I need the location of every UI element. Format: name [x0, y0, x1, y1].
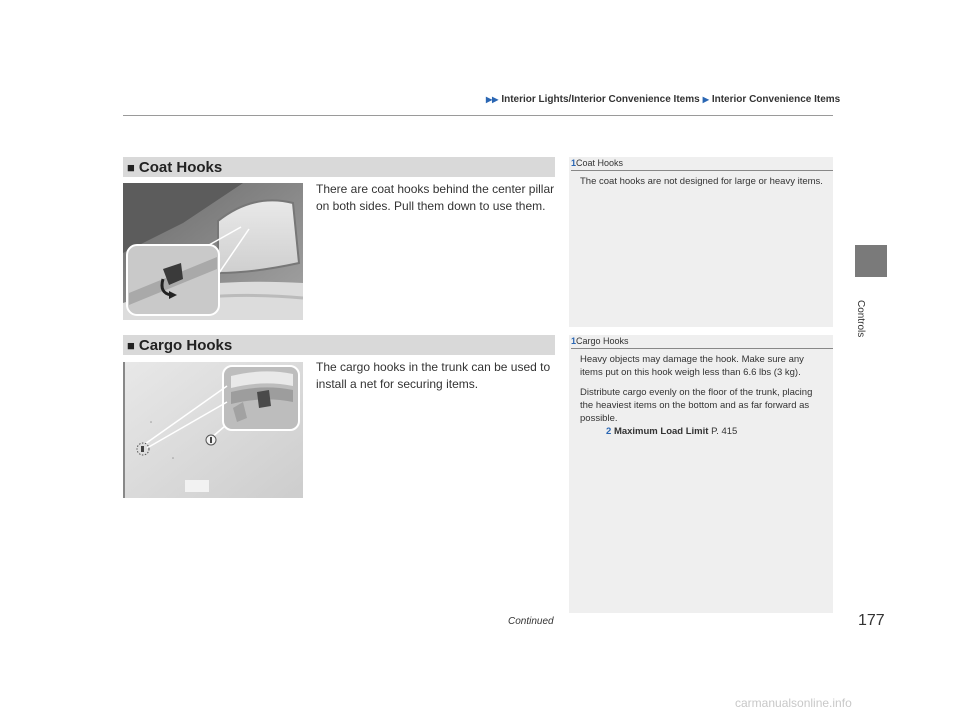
- coat-hooks-note-header: [571, 158, 833, 171]
- chapter-tab-label: Controls: [855, 300, 866, 338]
- coat-hooks-note-body: [580, 175, 828, 195]
- section-title: Cargo Hooks: [138, 336, 233, 354]
- breadcrumb-item-1[interactable]: Interior Lights/Interior Convenience Items: [501, 94, 700, 105]
- note-number: 1: [571, 158, 577, 168]
- breadcrumb-arrow-icon: ▶: [702, 95, 709, 104]
- section-heading-coat-hooks: [123, 157, 555, 177]
- heading-marker-icon: ■: [127, 337, 135, 353]
- reference-page: P. 415: [711, 426, 738, 437]
- note-paragraph: Distribute cargo evenly on the floor of the trunk, placing the heaviest items on the bottom and as far forward as possible.: [580, 387, 813, 424]
- breadcrumb-arrow-icon: ▶▶: [486, 95, 499, 104]
- cargo-hooks-body: The cargo hooks in the trunk can be used to install a net for securing items.: [316, 360, 551, 391]
- note-number: 1: [571, 336, 577, 346]
- note-paragraph: The coat hooks are not designed for large or heavy items.: [580, 176, 823, 187]
- chapter-tab: [855, 245, 887, 277]
- reference-label: Maximum Load Limit: [613, 426, 709, 437]
- cargo-hooks-note-body: [580, 353, 828, 438]
- breadcrumb: [486, 94, 840, 105]
- page-number: 177: [858, 612, 885, 629]
- section-heading-cargo-hooks: [123, 335, 555, 355]
- continued-label: Continued: [508, 616, 554, 627]
- note-paragraph: Heavy objects may damage the hook. Make sure any items put on this hook weigh less than 6.6 lbs (3 kg).: [580, 354, 804, 378]
- watermark: carmanualsonline.info: [735, 696, 852, 710]
- reference-arrow-icon: 2: [606, 426, 612, 437]
- breadcrumb-item-2[interactable]: Interior Convenience Items: [711, 94, 841, 105]
- header-divider: [123, 115, 833, 116]
- note-title: Cargo Hooks: [576, 336, 629, 346]
- coat-hooks-body: There are coat hooks behind the center pillar on both sides. Pull them down to use them.: [316, 182, 555, 213]
- note-title: Coat Hooks: [576, 158, 624, 168]
- section-title: Coat Hooks: [138, 158, 223, 176]
- cargo-hooks-illustration: [123, 362, 303, 498]
- cross-reference-link[interactable]: [606, 425, 828, 438]
- heading-marker-icon: ■: [127, 159, 135, 175]
- cargo-hooks-note-header: [571, 336, 833, 349]
- coat-hooks-illustration: [123, 183, 303, 320]
